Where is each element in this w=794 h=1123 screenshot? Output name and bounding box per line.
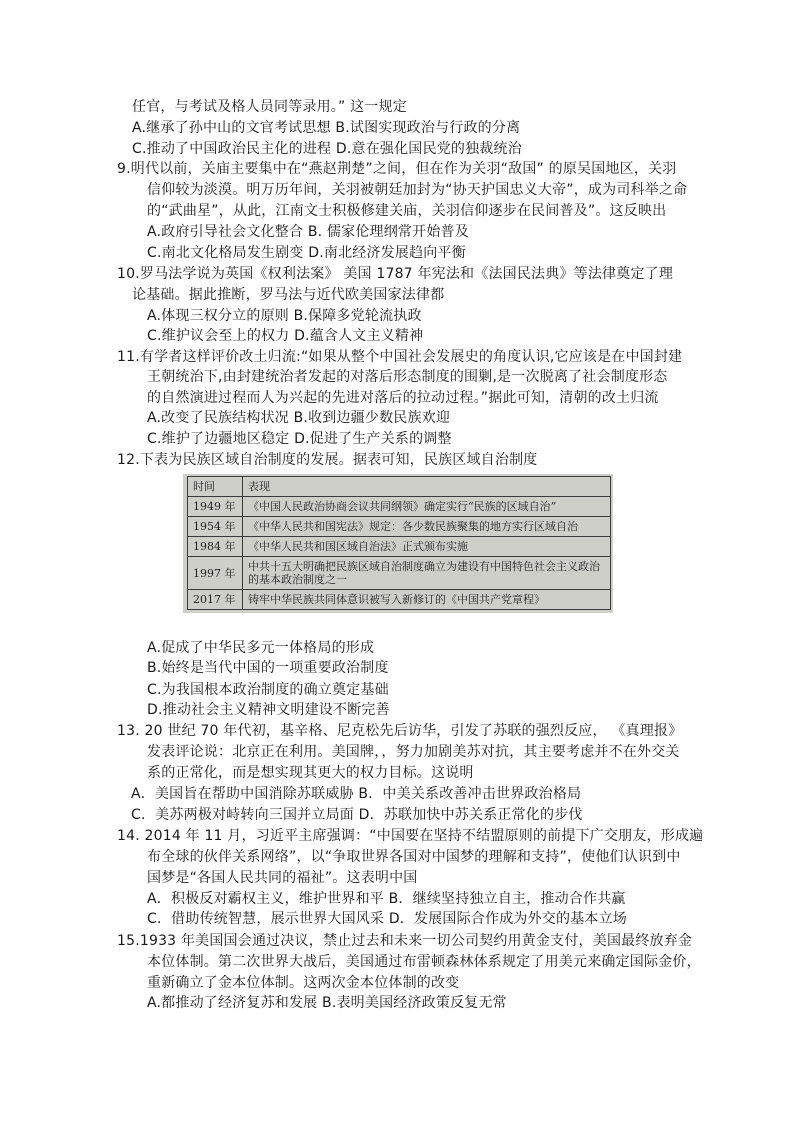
table-header-event: 表现	[243, 477, 611, 497]
q11-stem-line: 的自然演进过程而人为兴起的先进对落后的拉动过程。”据此可知，清朝的改土归流	[147, 390, 659, 406]
q14-option-cd: C．借助传统智慧，展示世界大国风采 D．发展国际合作成为外交的基本立场	[147, 911, 628, 927]
table-row	[188, 590, 611, 610]
q11-stem-line: 11.有学者这样评价改土归流:“如果从整个中国社会发展史的角度认识,它应该是在中国封建	[117, 349, 683, 365]
table-row	[188, 497, 611, 517]
q9-option-cd: C.南北文化格局发生剧变 D.南北经济发展趋向平衡	[147, 245, 466, 261]
q13-stem-line: 发表评论说：北京正在利用。美国牌，，努力加剧美苏对抗，其主要考虑并不在外交关	[147, 744, 680, 760]
q9-stem-line: 信仰较为淡漠。明万历年间，关羽被朝廷加封为“协天护国忠义大帝”，成为司科举之命	[147, 182, 688, 198]
table-cell-year: 1997 年	[188, 557, 243, 590]
q8-stem-line: 任官，与考试及格人员同等录用。” 这一规定	[132, 99, 407, 115]
q12-table-photo	[183, 474, 613, 613]
q15-stem-line: 本位体制。第二次世界大战后，美国通过布雷顿森林体系规定了用美元来确定国际金价，	[147, 954, 701, 970]
q14-stem-line: 国梦是“各国人民共同的福祉”。这表明中国	[147, 870, 418, 886]
q15-option-ab: A.都推动了经济复苏和发展 B.表明美国经济政策反复无常	[147, 995, 507, 1011]
q9-option-ab: A.政府引导社会文化整合 B. 儒家伦理纲常开始普及	[147, 224, 469, 240]
table-cell-year: 1949 年	[188, 497, 243, 517]
q10-option-ab: A.体现三权分立的原则 B.保障多党轮流执政	[147, 308, 422, 324]
q13-option-cd: C．美苏两极对峙转向三国并立局面 D．苏联加快中苏关系正常化的步伐	[131, 807, 583, 823]
q13-option-ab: A．美国旨在帮助中国消除苏联威胁 B．中美关系改善冲击世界政治格局	[131, 786, 582, 802]
q9-stem-line: 的“武曲星”，从此，江南文士积极修建关庙，关羽信仰逐步在民间普及”。这反映出	[147, 203, 667, 219]
q12-option-c: C.为我国根本政治制度的确立奠定基础	[147, 682, 389, 698]
q11-option-cd: C.维护了边疆地区稳定 D.促进了生产关系的调整	[147, 431, 452, 447]
q14-option-ab: A．积极反对霸权主义，维护世界和平 B．继续坚持独立自主，推动合作共赢	[147, 891, 626, 907]
q12-option-a: A.促成了中华民多元一体格局的形成	[147, 640, 375, 656]
q15-stem-line: 15.1933 年美国国会通过决议，禁止过去和未来一切公司契约用黄金支付，美国最终放弃金	[117, 933, 693, 949]
table-cell-year: 1984 年	[188, 537, 243, 557]
table-header-row	[188, 477, 611, 497]
q14-stem-line: 布全球的伙伴关系网络”，以“争取世界各国对中国梦的理解和支持”，使他们认识到中	[147, 849, 681, 865]
q12-option-b: B.始终是当代中国的一项重要政治制度	[147, 660, 389, 676]
q8-option-ab: A.继承了孙中山的文官考试思想 B.试图实现政治与行政的分离	[132, 120, 521, 136]
q10-stem-line: 10.罗马法学说为英国《权利法案》 美国 1787 年宪法和《法国民法典》等法律奠定了理	[117, 266, 674, 282]
q12-stem-line: 12.下表为民族区域自治制度的发展。据表可知，民族区域自治制度	[117, 452, 538, 468]
q9-stem-line: 9.明代以前，关庙主要集中在“燕赵荆楚”之间，但在作为关羽“敌国” 的原吴国地区，关羽	[117, 161, 677, 177]
q15-stem-line: 重新确立了金本位体制。这两次金本位体制的改变	[147, 975, 460, 991]
q8-option-cd: C.推动了中国政治民主化的进程 D.意在强化国民党的独裁统治	[132, 141, 522, 157]
table-row	[188, 537, 611, 557]
table-cell-year: 2017 年	[188, 590, 243, 610]
table-cell-year: 1954 年	[188, 517, 243, 537]
q10-stem-line: 论基础。据此推断，罗马法与近代欧美国家法律都	[132, 287, 445, 303]
table-header-time: 时间	[188, 477, 243, 497]
q11-option-ab: A.改变了民族结构状况 B.收到边疆少数民族欢迎	[147, 410, 451, 426]
table-row	[188, 517, 611, 537]
table-cell-event: 《中华人民共和国宪法》规定：各少数民族聚集的地方实行区域自治	[243, 517, 611, 537]
q13-stem-line: 系的正常化，而是想实现其更大的权力目标。这说明	[147, 765, 474, 781]
table-cell-event: 中共十五大明确把民族区域自治制度确立为建设有中国特色社会主义政治的基本政治制度之一	[243, 557, 611, 590]
q12-table	[187, 476, 611, 610]
q10-option-cd: C.维护议会至上的权力 D.蕴含人文主义精神	[147, 328, 424, 344]
q14-stem-line: 14. 2014 年 11 月，习近平主席强调：“中国要在坚持不结盟原则的前提下广交朋友，形成遍	[117, 828, 704, 844]
q13-stem-line: 13. 20 世纪 70 年代初，基辛格、尼克松先后访华，引发了苏联的强烈反应， 《真理报》	[117, 723, 683, 739]
table-cell-event: 《中国人民政治协商会议共同纲领》确定实行“民族的区域自治”	[243, 497, 611, 517]
table-row	[188, 557, 611, 590]
table-cell-event: 《中华人民共和国区域自治法》正式颁布实施	[243, 537, 611, 557]
q11-stem-line: 王朝统治下,由封建统治者发起的对落后形态制度的围剿,是一次脱离了社会制度形态	[147, 369, 668, 385]
table-cell-event: 铸牢中华民族共同体意识被写入新修订的《中国共产党章程》	[243, 590, 611, 610]
q12-option-d: D.推动社会主义精神文明建设不断完善	[147, 702, 390, 718]
